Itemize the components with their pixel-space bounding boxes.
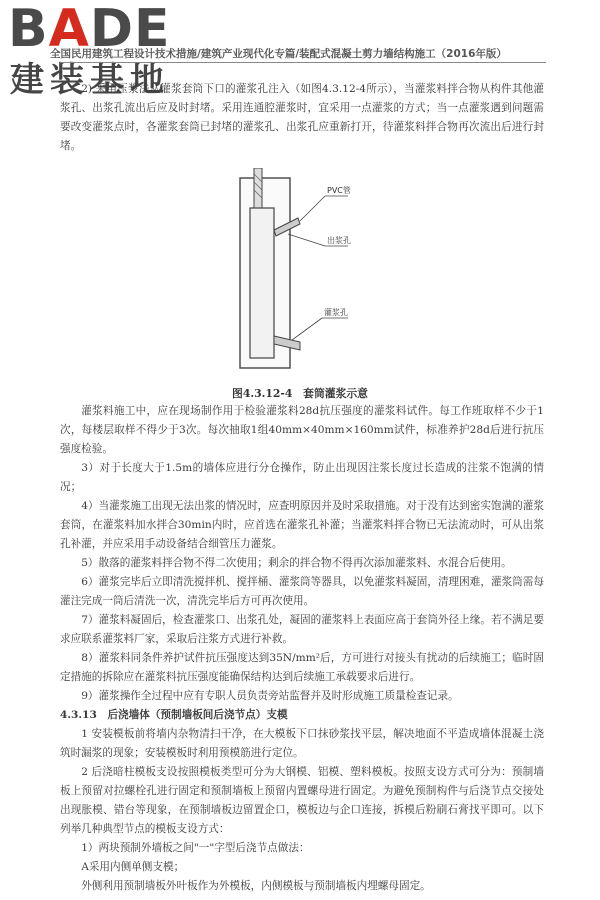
paragraph: 外侧利用预制墙板外叶板作为外模板，内侧模板与预制墙板内埋螺母固定。 [81,880,431,892]
paragraph: 9）灌浆操作全过程中应有专职人员负责旁站监督并及时形成施工质量检查记录。 [81,690,459,702]
paragraph: 7）灌浆料凝固后，检查灌浆口、出浆孔处，凝固的灌浆料上表面应高于套筒外径上缘。若不满足要求应联系灌浆料厂家，采取后注浆方式进行补救。 [60,614,544,645]
label-pvc: PVC管 [327,186,351,195]
paragraph: 灌浆料施工中，应在现场制作用于检验灌浆料28d抗压强度的灌浆料试件。每工作班取样不少于1次，每楼层取样不得少于3次。每次抽取1组40mm×40mm×160mm试件，标准养护28d后进行抗压强度检验。 [60,405,544,455]
running-header: 全国民用建筑工程设计技术措施/建筑产业现代化专篇/装配式混凝土剪力墙结构施工（2016年版） [50,48,507,60]
paragraph: 2 后浇暗柱模板支设按照模板类型可分为大钢模、铝模、塑料模板。按照支设方式可分为：预制墙板上预留对拉螺栓孔进行固定和预制墙板上预留内置螺母进行固定。为避免预制构件与后浇节点交接处出现胀模、错台等现象，在预制墙板边留置企口，模板边与企口连接，拆模后粉刷石膏找平即可。以下列举几种典型节点的模板支设方式： [60,766,544,835]
body-paragraphs [60,402,544,896]
section-heading: 4.3.13 后浇墙体（预制墙板间后浇节点）支模 [60,709,288,721]
label-inlet: 灌浆孔 [324,308,348,317]
label-outlet: 出浆孔 [327,236,351,245]
paragraph: 4）当灌浆施工出现无法出浆的情况时，应查明原因并及时采取措施。对于没有达到密实饱满的灌浆套筒，在灌浆料加水拌合30min内时，应首选在灌浆孔补灌；当灌浆料拌合物已无法流动时，可从出浆孔补灌，并应采用手动设备结合细管压力灌浆。 [60,500,544,550]
logo-letters-de: DE [89,0,171,59]
rebar-top [254,168,262,208]
grout-sleeve [250,208,274,358]
logo-letter-a: A [48,0,90,59]
figure-caption: 图4.3.12-4 套筒灌浆示意 [232,387,368,400]
paragraph: 1）两块预制外墙板之间"一"字型后浇节点做法： [81,842,310,854]
grout-sleeve-figure [230,168,380,378]
logo-letter-b: B [8,0,49,59]
paragraph: 8）灌浆料同条件养护试件抗压强度达到35N/mm²后，方可进行对接头有扰动的后续施工；临时固定措施的拆除应在灌浆料抗压强度能确保结构达到后续施工承载要求后进行。 [60,652,544,683]
header-divider [60,62,546,63]
paragraph: 3）对于长度大于1.5m的墙体应进行分仓操作，防止出现因注浆长度过长造成的注浆不饱满的情况； [60,462,544,493]
paragraph: 1 安装模板前将墙内杂物清扫干净，在大模板下口抹砂浆找平层，解决地面不平造成墙体混凝土浇筑时漏浆的现象；安装模板时利用预模筋进行定位。 [60,728,544,759]
paragraph: 5）散落的灌浆料拌合物不得二次使用；剩余的拌合物不得再次添加灌浆料、水混合后使用。 [81,557,512,569]
paragraph: 2) 采用压浆法从灌浆套筒下口的灌浆孔注入（如图4.3.12-4所示），当灌浆料拌合物从构件其他灌浆孔、出浆孔流出后应及时封堵。采用连通腔灌浆时，宜采用一点灌浆的方式；当一点灌浆遇到问题需要改变灌浆点时，各灌浆套筒已封堵的灌浆孔、出浆孔应重新打开，待灌浆料拌合物再次流出后进行封堵。 [60,83,544,152]
paragraph: A采用内侧单侧支模； [81,861,185,873]
paragraph: 6）灌浆完毕后立即清洗搅拌机、搅拌桶、灌浆筒等器具，以免灌浆料凝固，清理困难，灌浆筒需每灌注完成一筒后清洗一次，清洗完毕后方可再次使用。 [60,576,544,607]
intro-paragraphs [60,80,544,156]
brand-subtitle: 建装基地 [10,60,170,100]
